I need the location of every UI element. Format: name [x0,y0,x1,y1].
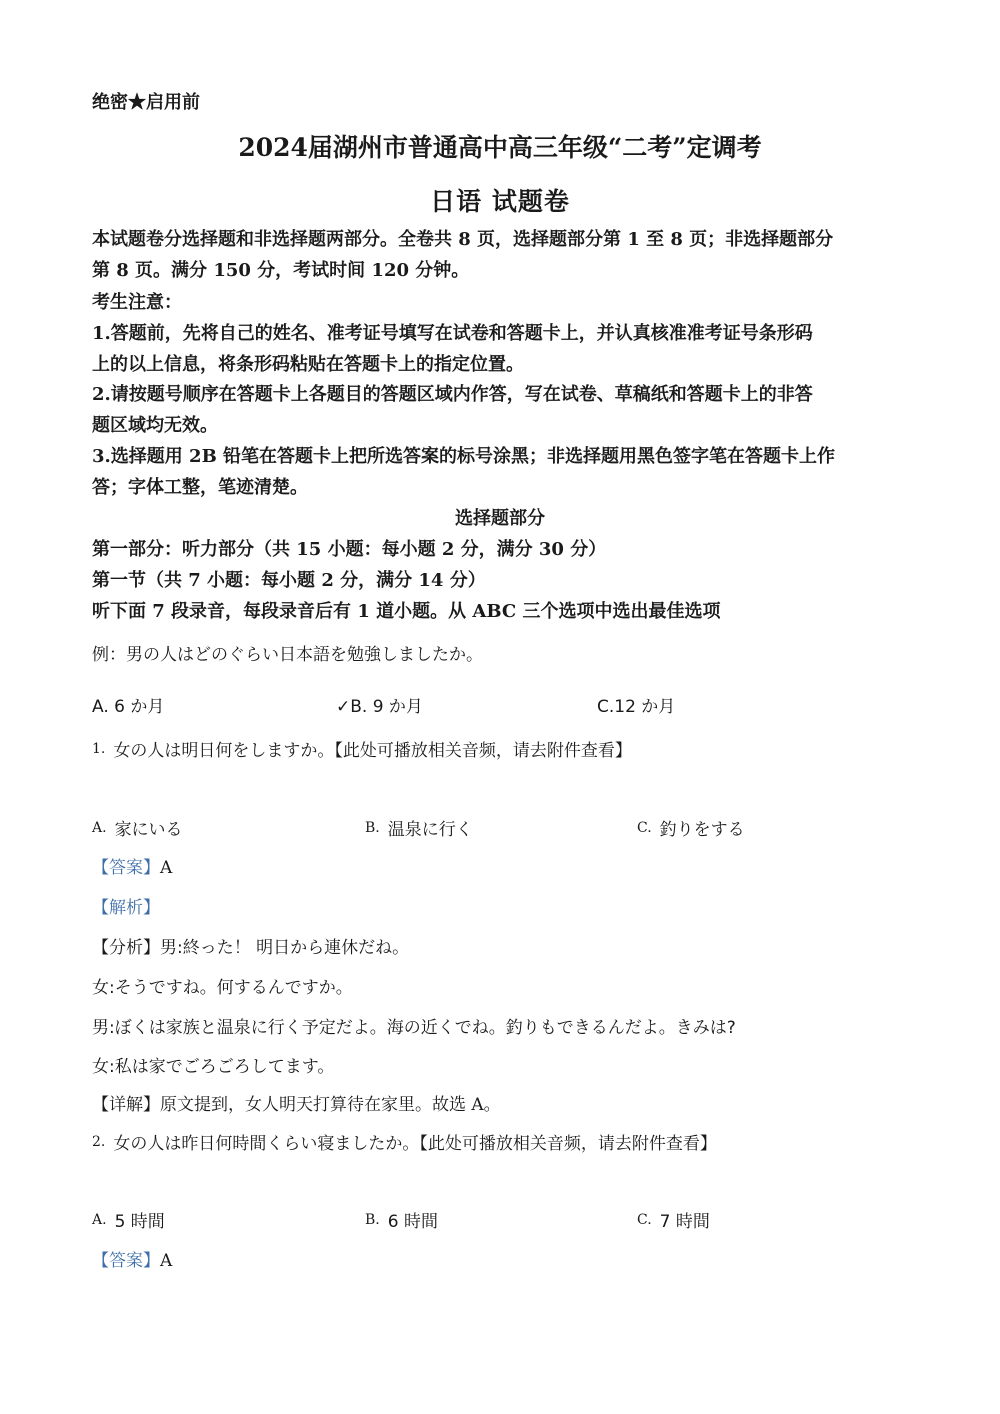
exam-subtitle: 日语 试题卷 [430,187,570,216]
q1-option-a-label: A. [92,820,107,836]
example-question: 例：男の人はどのぐらい日本語を勉強しましたか。 [92,645,483,665]
q1-fenxi-label: 【分析】 [92,938,160,958]
q1-detail-text: 原文提到，女人明天打算待在家里。故选 A。 [160,1095,501,1115]
q1-answer [92,853,172,878]
exam-title: 2024届湖州市普通高中高三年级“二考”定调考 [238,133,762,162]
notice-1b: 上的以上信息，将条形码粘贴在答题卡上的指定位置。 [92,354,524,375]
q1-dialogue-3: 男:ぼくは家族と温泉に行く予定だよ。海の近くでね。釣りもできるんだよ。きみは? [92,1018,736,1038]
notice-2a: 2.请按题号顺序在答题卡上各题目的答题区域内作答，写在试卷、草稿纸和答题卡上的非答 [92,384,813,405]
q1-dialogue-1 [92,933,409,958]
example-option-b: ✓B. 9 か月 [336,697,423,717]
q2-option-a-label: A. [92,1212,107,1228]
q2-answer-label: 【答案】 [92,1251,160,1271]
q1-option-b-label: B. [365,820,380,836]
q2-answer [92,1246,172,1271]
q1-answer-value: A [160,858,173,878]
notice-3a: 3.选择题用 2B 铅笔在答题卡上把所选答案的标号涂黑；非选择题用黑色签字笔在答题卡上作 [92,446,836,467]
q2-option-a-text: 5 時間 [114,1212,165,1232]
q1-analysis-label: 【解析】 [92,898,160,918]
part-1-heading: 第一部分：听力部分（共 15 小题：每小题 2 分，满分 30 分） [92,539,607,560]
q1-option-c [637,815,745,840]
q2-option-c-label: C. [637,1212,652,1228]
listening-instruction: 听下面 7 段录音，每段录音后有 1 道小题。从 ABC 三个选项中选出最佳选项 [92,601,721,622]
q2-option-b-label: B. [365,1212,380,1228]
notice-1a: 1.答题前，先将自己的姓名、准考证号填写在试卷和答题卡上，并认真核准准考证号条形码 [92,323,813,344]
q1-option-a [92,815,183,840]
question-1-number: 1. [92,741,106,757]
q2-option-a [92,1207,165,1232]
notice-3b: 答；字体工整，笔迹清楚。 [92,477,308,498]
q1-dialogue-4: 女:私は家でごろごろしてます。 [92,1057,335,1077]
q1-detail [92,1090,501,1115]
question-1-text: 女の人は明日何をしますか。 [113,741,335,761]
q2-answer-value: A [160,1251,173,1271]
q2-option-b [365,1207,438,1232]
q1-option-a-text: 家にいる [114,820,183,840]
q1-detail-label: 【详解】 [92,1095,160,1115]
subsection-1-heading: 第一节（共 7 小题：每小题 2 分，满分 14 分） [92,570,486,591]
secret-label: 绝密★启用前 [92,92,200,113]
q1-answer-label: 【答案】 [92,858,160,878]
notice-heading: 考生注意： [92,292,182,313]
q1-option-b-text: 温泉に行く [387,820,473,840]
question-2 [92,1129,717,1154]
q1-dialogue-1-text: 男:終った！ 明日から連休だね。 [160,938,410,958]
question-2-text: 女の人は昨日何時間くらい寝ましたか。 [113,1134,420,1154]
example-option-c: C.12 か月 [597,697,676,717]
question-1 [92,736,632,761]
example-option-a: A. 6 か月 [92,697,165,717]
question-1-audio-note: 【此处可播放相关音频，请去附件查看】 [334,741,632,761]
intro-line-1: 本试题卷分选择题和非选择题两部分。全卷共 8 页，选择题部分第 1 至 8 页；非选择题部分 [92,229,834,250]
question-2-audio-note: 【此处可播放相关音频，请去附件查看】 [419,1134,717,1154]
q1-dialogue-2: 女:そうですね。何するんですか。 [92,978,353,998]
q2-option-c [637,1207,710,1232]
section-heading: 选择题部分 [455,508,545,529]
notice-2b: 题区域均无效。 [92,415,218,436]
q1-option-c-text: 釣りをする [659,820,745,840]
q2-option-b-text: 6 時間 [387,1212,438,1232]
q1-option-c-label: C. [637,820,652,836]
intro-line-2: 第 8 页。满分 150 分，考试时间 120 分钟。 [92,260,470,281]
q1-option-b [365,815,473,840]
q2-option-c-text: 7 時間 [659,1212,710,1232]
question-2-number: 2. [92,1134,106,1150]
